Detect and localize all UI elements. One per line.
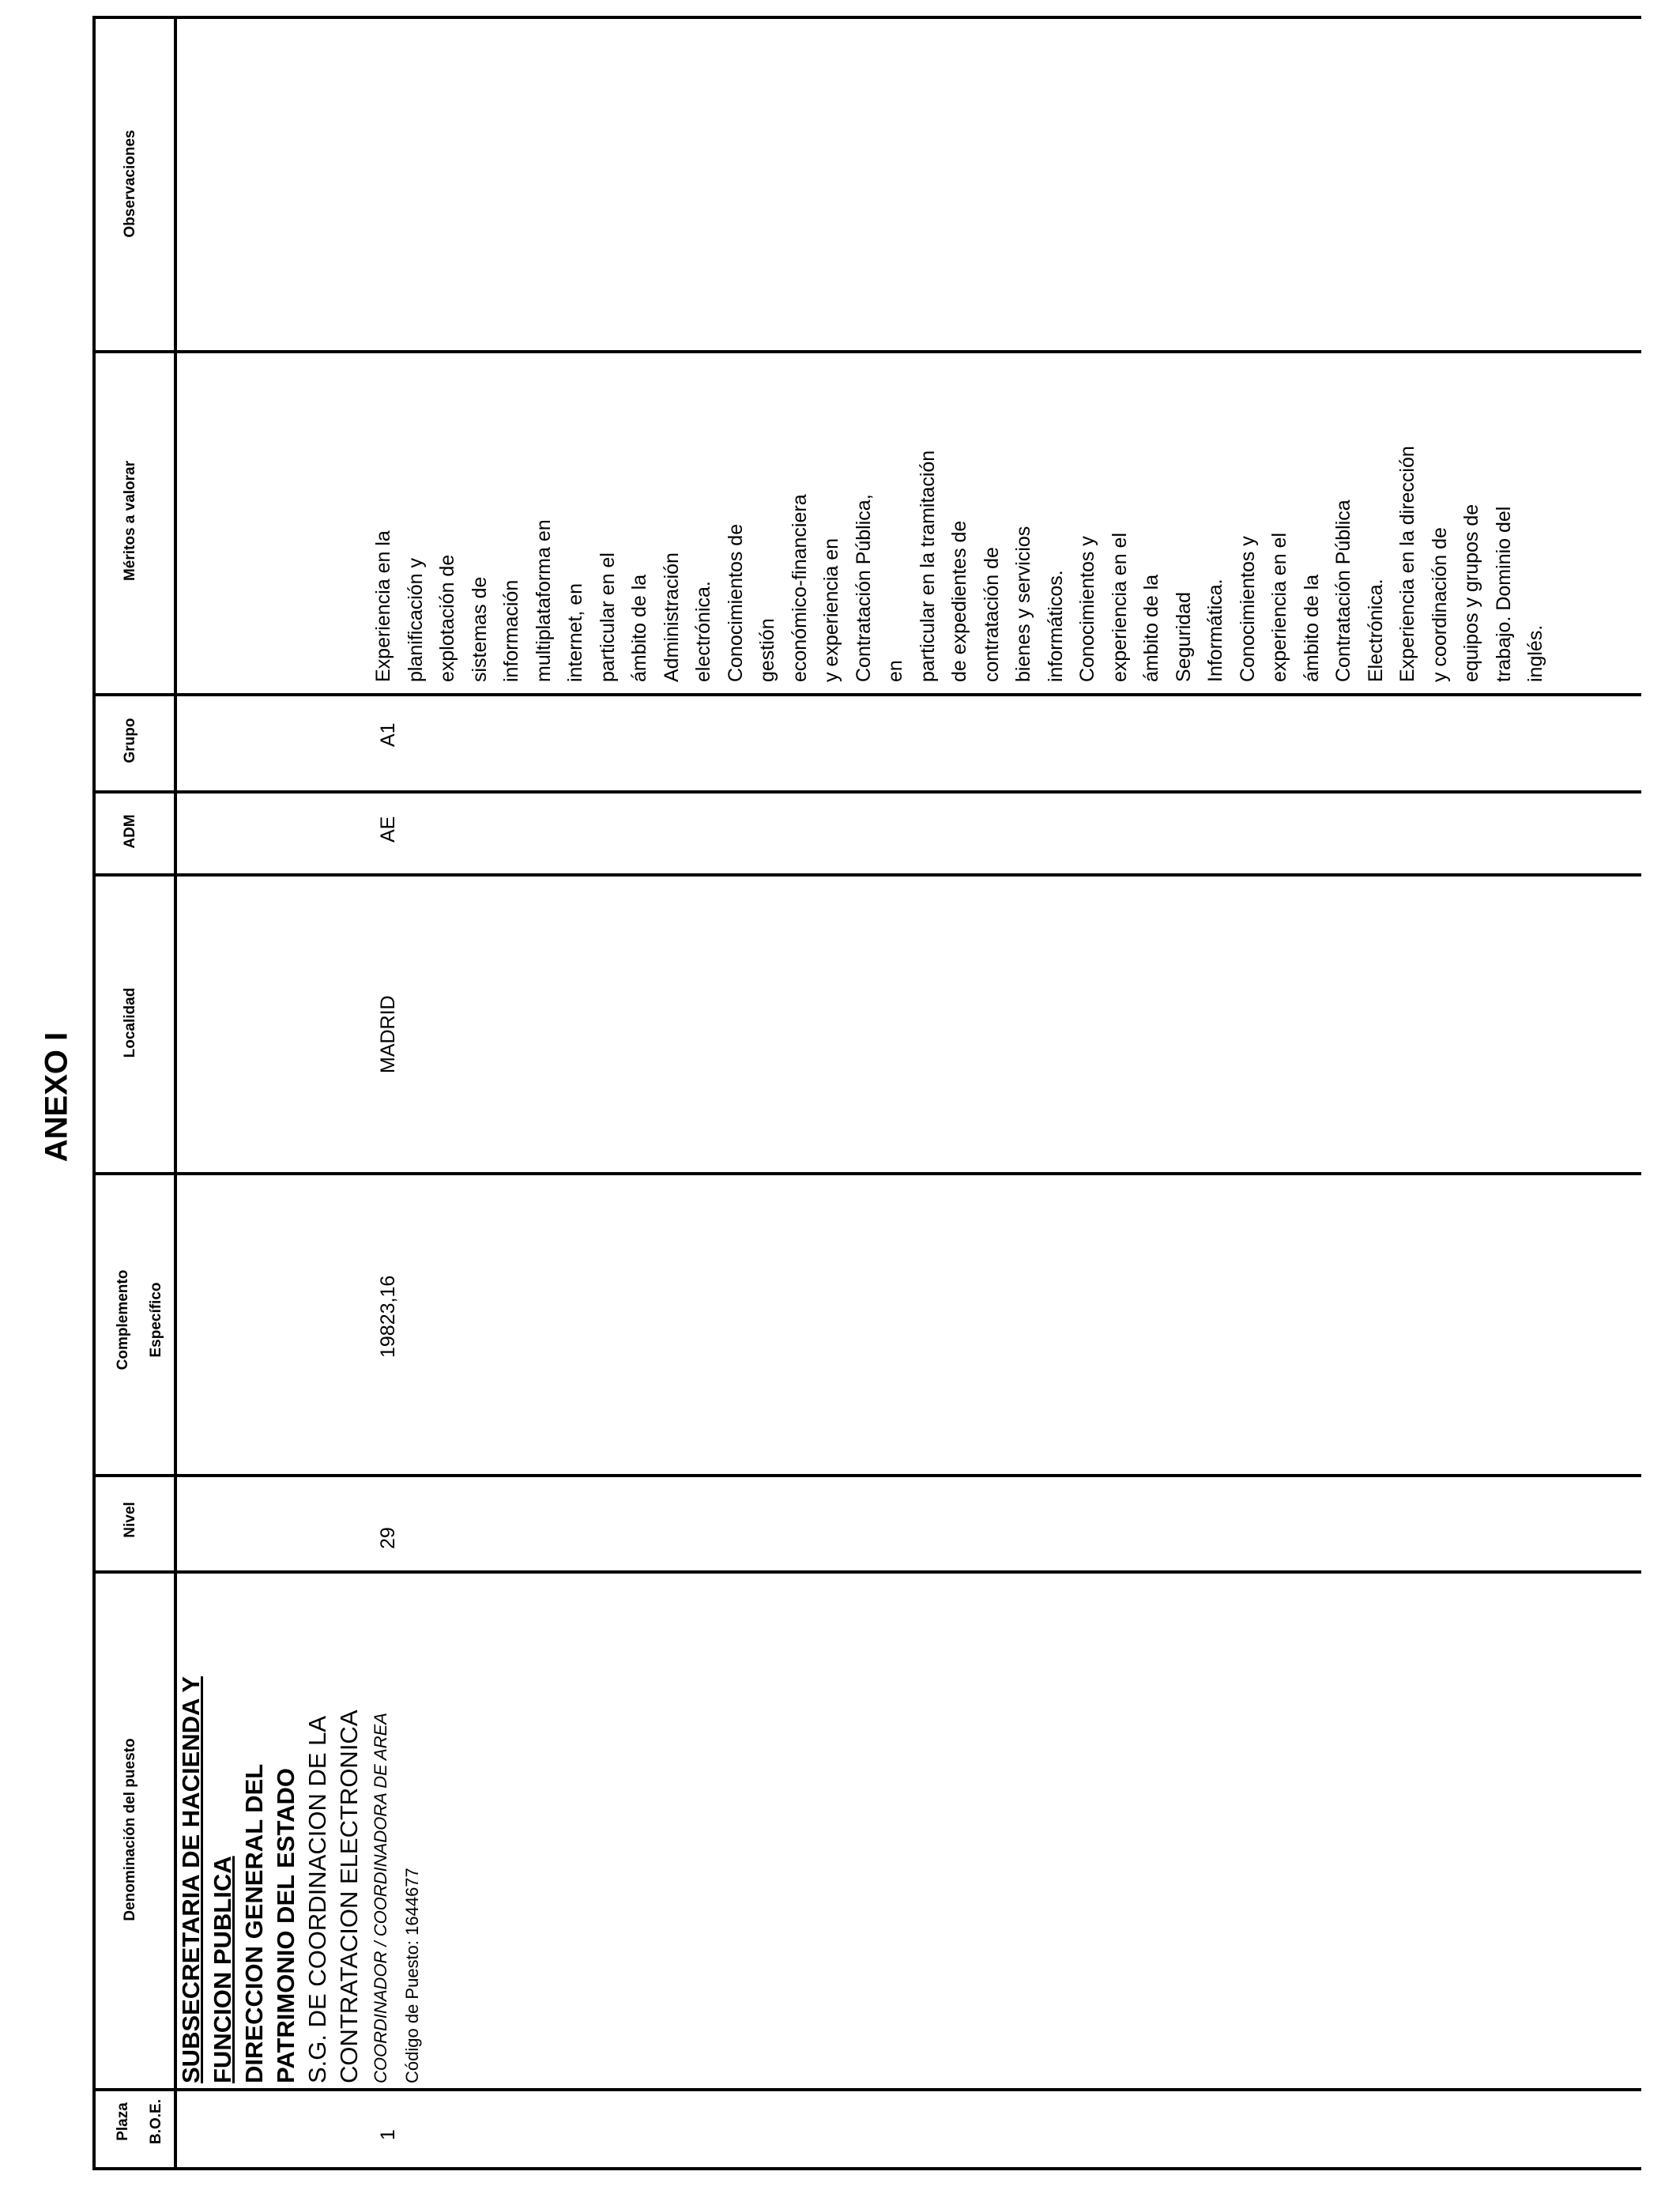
- meritos-line: particular en el: [596, 552, 619, 682]
- meritos-line: informáticos.: [1044, 570, 1067, 682]
- unit-direccion-line2: PATRIMONIO DEL ESTADO: [272, 1768, 299, 2083]
- meritos-line: gestión: [756, 618, 778, 682]
- unit-sg-line2: CONTRATACION ELECTRONICA: [335, 1710, 363, 2083]
- meritos-line: económico-financiera: [788, 494, 811, 682]
- meritos-line: ámbito de la: [1140, 574, 1162, 682]
- meritos-line: equipos y grupos de: [1460, 503, 1482, 682]
- meritos-line: Experiencia en la: [372, 530, 394, 682]
- unit-subsecretaria-line2: FUNCION PUBLICA: [209, 1856, 236, 2083]
- header-complemento-line2: Específico: [148, 1282, 164, 1358]
- meritos-text-block: [367, 446, 1552, 682]
- meritos-line: particular en la tramitación: [916, 450, 939, 682]
- page-title-text: ANEXO I: [39, 1031, 74, 1163]
- meritos-line: información: [500, 579, 522, 682]
- meritos-line: trabajo. Dominio del: [1492, 506, 1515, 682]
- divider-observaciones-meritos: [92, 350, 1641, 353]
- cell-adm-text: AE: [377, 816, 399, 843]
- meritos-line: Contratación Pública: [1332, 499, 1354, 682]
- unit-sg-line1: S.G. DE COORDINACION DE LA: [303, 1715, 331, 2083]
- codigo-puesto: Código de Puesto: 1644677: [402, 1868, 422, 2083]
- meritos-line: y experiencia en: [820, 537, 842, 682]
- meritos-line: internet, en: [564, 582, 586, 682]
- meritos-line: y coordinación de: [1428, 527, 1451, 682]
- meritos-line: electrónica.: [692, 581, 714, 682]
- meritos-line: contratación de: [980, 547, 1003, 682]
- meritos-line: Conocimientos y: [1236, 536, 1259, 682]
- divider-complemento-nivel: [92, 1474, 1641, 1477]
- unit-direccion-line1: DIRECCION GENERAL DEL: [240, 1763, 268, 2083]
- header-meritos-text: Méritos a valorar: [122, 460, 138, 582]
- cell-localidad-text: MADRID: [377, 995, 399, 1073]
- header-plaza-line1: Plaza: [115, 2102, 131, 2141]
- meritos-line: Electrónica.: [1364, 579, 1387, 682]
- meritos-line: Informática.: [1204, 579, 1226, 682]
- cell-plaza-text: 1: [377, 2129, 399, 2140]
- meritos-line: Administración: [660, 552, 683, 682]
- header-nivel-text: Nivel: [122, 1502, 138, 1538]
- meritos-line: Conocimientos y: [1076, 536, 1098, 682]
- cell-grupo-text: A1: [377, 722, 399, 747]
- divider-localidad-complemento: [92, 1172, 1641, 1175]
- header-grupo-text: Grupo: [122, 718, 138, 763]
- meritos-line: Conocimientos de: [724, 523, 747, 682]
- cell-nivel-text: 29: [377, 1527, 399, 1549]
- meritos-line: Contratación Pública,: [852, 494, 875, 682]
- header-adm-text: ADM: [122, 814, 138, 849]
- divider-nivel-denominacion: [92, 1570, 1641, 1574]
- meritos-line: experiencia en el: [1108, 532, 1131, 682]
- puesto-title: COORDINADOR / COORDINADORA DE AREA: [371, 1713, 390, 2083]
- header-observaciones-text: Observaciones: [122, 130, 138, 238]
- meritos-line: explotación de: [436, 554, 458, 682]
- meritos-line: planificación y: [404, 557, 427, 682]
- divider-adm-localidad: [92, 873, 1641, 876]
- meritos-line: Seguridad: [1172, 592, 1195, 682]
- divider-meritos-grupo: [92, 693, 1641, 696]
- divider-denominacion-plaza: [92, 2088, 1641, 2091]
- meritos-line: experiencia en el: [1268, 532, 1290, 682]
- cell-complemento-text: 19823,16: [377, 1275, 399, 1358]
- meritos-line: ámbito de la: [628, 574, 650, 682]
- meritos-line: en: [884, 660, 906, 682]
- divider-grupo-adm: [92, 790, 1641, 794]
- header-localidad-text: Localidad: [122, 987, 138, 1058]
- header-denominacion-text: Denominación del puesto: [122, 1738, 138, 1921]
- unit-subsecretaria-line1: SUBSECRETARIA DE HACIENDA Y: [177, 1676, 205, 2083]
- meritos-line: multiplataforma en: [532, 519, 555, 682]
- meritos-line: sistemas de: [468, 576, 491, 682]
- header-plaza-line2: B.O.E.: [148, 2099, 164, 2145]
- meritos-line: de expedientes de: [948, 520, 970, 682]
- header-complemento-line1: Complemento: [115, 1269, 131, 1370]
- meritos-line: ámbito de la: [1300, 574, 1323, 682]
- meritos-line: bienes y servicios: [1012, 526, 1034, 682]
- meritos-line: inglés.: [1524, 624, 1546, 682]
- meritos-line: Experiencia en la dirección: [1396, 446, 1418, 682]
